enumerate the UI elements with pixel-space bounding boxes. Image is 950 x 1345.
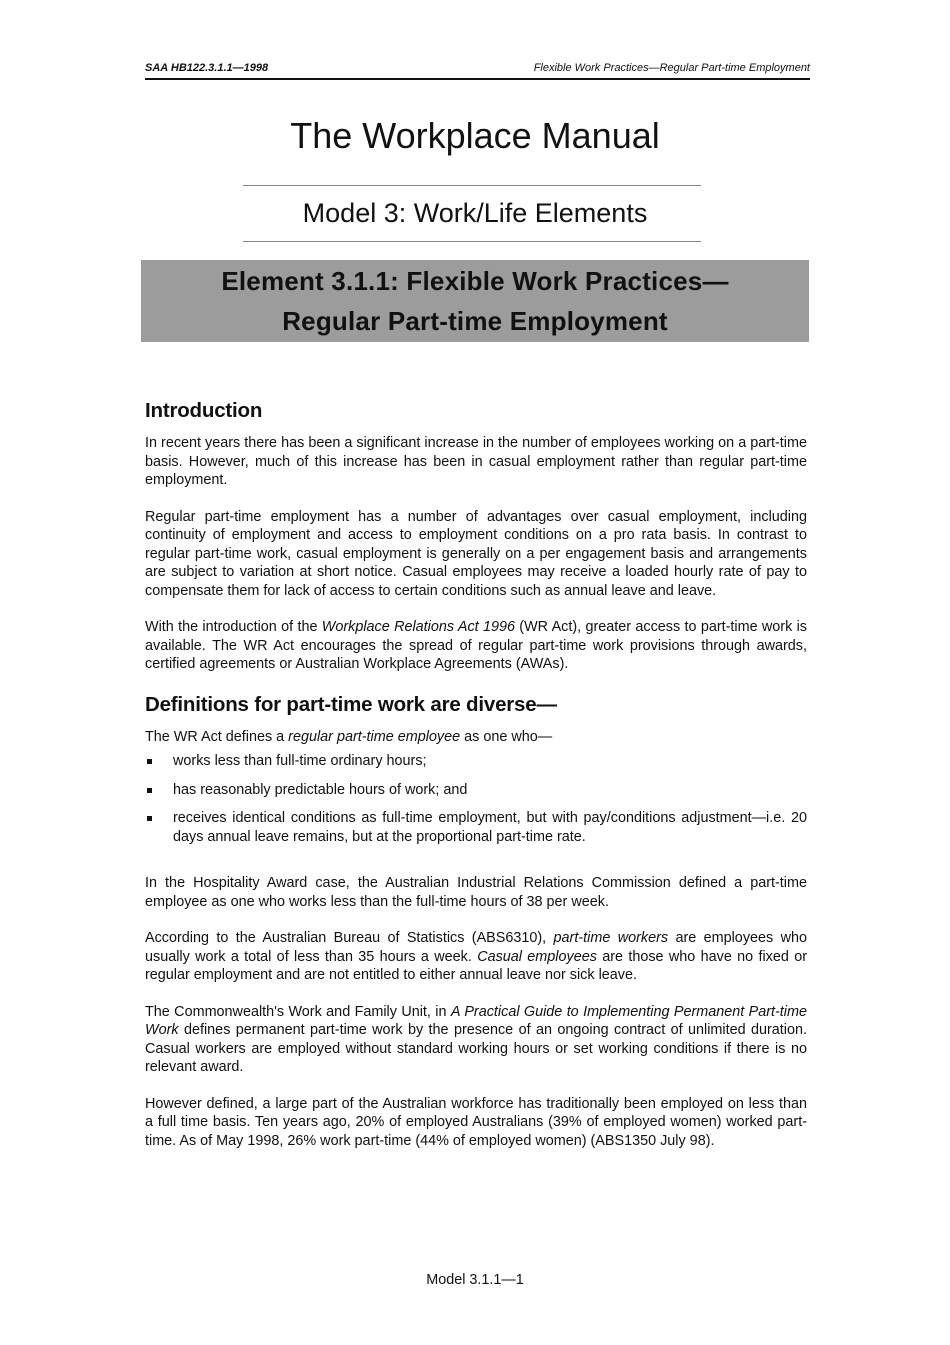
page-footer: Model 3.1.1—1 [426, 1272, 524, 1288]
title-divider [243, 185, 701, 186]
definition-list [145, 752, 807, 846]
act-name: Workplace Relations Act 1996 [321, 619, 515, 635]
intro-paragraph-3: With the introduction of the Workplace Relations Act 1996 (WR Act), greater access to part-time work is available. The WR Act encourages the spread of regular part-time work provisions through awards, certified agreements or Australian Workplace Agreements (AWAs). [145, 619, 808, 672]
element-title-line-2: Regular Part-time Employment [282, 306, 668, 336]
list-item: has reasonably predictable hours of work; and [145, 781, 807, 800]
definitions-heading: Definitions for part-time work are diverse— [145, 692, 557, 716]
intro-paragraph-1: In recent years there has been a significant increase in the number of employees working on a part-time basis. However, much of this increase has been in casual employment rather than regular part-time employment. [145, 435, 807, 488]
introduction-heading: Introduction [145, 399, 263, 422]
element-title-line-1: Element 3.1.1: Flexible Work Practices— [221, 266, 729, 296]
running-title: Flexible Work Practices—Regular Part-time Employment [533, 62, 810, 74]
model-title: Model 3: Work/Life Elements [302, 198, 648, 228]
element-banner [141, 260, 809, 342]
list-item: receives identical conditions as full-time employment, but with pay/conditions adjustment—i.e. 20 days annual leave remains, but at the proportional part-time rate. [145, 809, 807, 846]
however-paragraph: However defined, a large part of the Australian workforce has traditionally been employed on less than a full time basis. Ten years ago, 20% of employed Australians (39% of employed women) worked part-time. As of May 1998, 26% work part-time (44% of employed women) (ABS1350 July 98). [145, 1095, 807, 1149]
bullet-icon [147, 788, 152, 793]
list-item: works less than full-time ordinary hours; [145, 752, 807, 771]
bullet-icon [147, 816, 152, 821]
document-code: SAA HB122.3.1.1—1998 [145, 62, 269, 74]
hospitality-paragraph: In the Hospitality Award case, the Australian Industrial Relations Commission defined a part-time employee as one who works less than the full-time hours of 38 per week. [145, 875, 807, 910]
commonwealth-paragraph: The Commonwealth's Work and Family Unit, in A Practical Guide to Implementing Permanent Part-time Work defines permanent part-time work by the presence of an ongoing contract of unlimited duration. Casual workers are employed without standard working hours or set working conditions if there is no relevant award. [145, 1003, 807, 1075]
intro-paragraph-2: Regular part-time employment has a number of advantages over casual employment, including continuity of employment and access to employment conditions on a pro rata basis. In contrast to regular part-time work, casual employment is generally on a per engagement basis and arrangements are subject to variation at short notice. Casual employees may receive a loaded hourly rate of pay to compensate them for lack of access to certain conditions such as annual leave and leave. [145, 508, 807, 599]
abs-paragraph: According to the Australian Bureau of Statistics (ABS6310), part-time workers are employees who usually work a total of less than 35 hours a week. Casual employees are those who have no fixed or regular employment and are not entitled to either annual leave nor sick leave. [145, 930, 807, 983]
body-content [145, 398, 807, 1168]
bullet-icon [147, 759, 152, 764]
model-divider [243, 241, 701, 242]
running-header [145, 62, 810, 80]
manual-title: The Workplace Manual [290, 115, 660, 156]
defined-term: regular part-time employee [288, 728, 461, 745]
definitions-lead: The WR Act defines a regular part-time employee as one who— [145, 728, 553, 745]
